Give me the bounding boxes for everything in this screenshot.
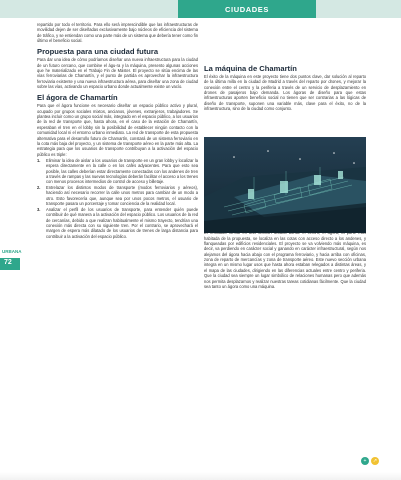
list-item-number: 2. <box>37 185 41 191</box>
section-heading-agora: El ágora de Chamartín <box>37 93 118 103</box>
left-column <box>37 22 198 240</box>
paragraph-propuesta: Para dar una idea de cómo podríamos diseñar una nueva infraestructura para la ciudad de un futuro cercano, que combine el águ-ra y la máquina, presento algunas acciones que he materializado en el Trabajo Fin de Máster. El proyecto se sitúa encima de las vías ferroviarias de Chamartín, y el punto de partida es aprovechar la infraestructura ferroviaria existente y una nueva infraestructura aérea, para diseñar una zona de ciudad sobre las vías, activando un espacio urbano donde actualmente existe un vacío. <box>37 57 198 90</box>
floating-buttons <box>361 457 379 465</box>
list-item-number: 1. <box>37 157 41 163</box>
paragraph-agora: Para que el ágora funcione es necesario diseñar un espacio público activo y plural, ocupado por grupos sociales mixtos, ancianos, jóvenes, extranjeros, trabajadores. Se plantea incluir como un grupo social más, integrado en el espacio público, a los usuarios de la red de transporte que, hasta ahora, en el caso de la estación de Chamartín, esperaban el tren en el lobby sin la posibilidad de establecer ningún contacto con la comunidad local ni el entorno urbano inmediato. La red de transporte de esta propuesta alternativa para el desarrollo futuro de Chamartín, constará de un sistema ferroviario en la cota más baja del proyecto, y un sistema de transporte aéreo en la parte más alta. La estrategia para que los usuarios de transporte contribuyan a la activación del espacio público es triple: <box>37 103 198 157</box>
list-item-number: 3. <box>37 206 41 212</box>
zoom-button[interactable]: + <box>361 457 369 465</box>
list-item-text: Eliminar la idea de aislar a los usuarios de transporte en un gran lobby y localizar la espera directamente en la calle o en los cafés adyacentes. Para que esto sea posible, las calles deberían estar directamente conectadas con los andenes de tren a través de rampas y las nuevas tecnologías deberán facilitar el acceso a los trenes con menos procesos intermedios de control de acceso y billetaje. <box>46 157 199 185</box>
list-item-text: Analizar el perfil de los usuarios de transporte, para entender quién puede contribuir de qué manera a la activación del espacio público. Los usuarios de la red de cercanías, debido a que realizan habitualmente el mismo trayecto, tendrían una conexión más directa con su siguiente tren. Por el contrario, se aprovechará el margen de espera más dilatado de los usuarios de trenes de larga distancia para contribuir a la activación del espacio público. <box>46 206 198 239</box>
list-item <box>37 207 198 239</box>
list-item <box>37 185 198 206</box>
section-heading-maquina: La máquina de Chamartín <box>204 64 297 73</box>
strategy-list <box>37 158 198 239</box>
list-item-text: Entrelazar los distintos modos de transporte (modos ferroviarios y aéreos), haciendo así necesario recorrer la calle unos metros para cambiar de un modo a otro. Esto favorecería que, aunque sea por unos pocos metros, el usuario de transporte pasara un porcentaje y tomar conciencia de la realidad local. <box>46 185 198 207</box>
paragraph-maquina: El éxito de la máquina en este proyecto tiene dos puntos clave, dar solución al reparto de la última milla en la ciudad de Madrid a través del reparto por drones, y mejorar la conexión entre el centro y la periferia a través de un servicio de desplazamiento en drones de pasajeros bajo demanda. Los ágoras de diseño para que estas infraestructuras aporten beneficio social no tienen que ser contrarias a las lógicas de diseño de transporte, suponen una variable más, clave para el éxito, no de la infraestructura, sino de la ciudad como conjunto. <box>204 74 366 112</box>
list-item <box>37 158 198 185</box>
aerial-city-illustration <box>204 137 366 233</box>
share-button[interactable]: ↗ <box>372 458 378 464</box>
page-bottom-edge <box>0 472 401 480</box>
section-title: CIUDADES <box>178 0 316 18</box>
intro-paragraph: repartido por todo el territorio. Para ello será imprescindible que las infraestructuras de movilidad dejen de ser diseñadas exclusivamente bajo núcleos de eficiencia del sistema de tráfico, y se entiendan como una parte más de un sistema que debería tener como fin último el beneficio social. <box>37 22 198 44</box>
page-number: 72 <box>4 259 12 266</box>
sidebar-label: URBANA <box>2 249 22 254</box>
section-heading-propuesta: Propuesta para una ciudad futura <box>37 47 159 57</box>
paragraph-seccion: habitada de la propuesta, se localiza en las cotas con acceso directo a los andenes, y flanqueadas por edificios residenciales. El proyecto se va volviendo más máquina, es decir, va perdiendo en carácter social y ganando en carácter infraestructural, según nos alejamos del ágora hacia abajo con el programa ferroviario, y hacia arriba con oficinas, zona de reparto de mercancías y zona de transporte aéreo. Este nuevo sección urbana integra en un mismo lugar usos que hasta ahora estaban relegados a distintas áreas, y el mapa de las ciudades, dirigiendo en las diferencias actuales entre centro y periferia. Que la ciudad sea siempre un lugar simbólico de relaciones humanas pero que además nos permita desplazarnos y realizar nuestras tareas cotidianas fácilmente. Que la ciudad sea tanto un ágora como una máquina. <box>204 235 366 289</box>
